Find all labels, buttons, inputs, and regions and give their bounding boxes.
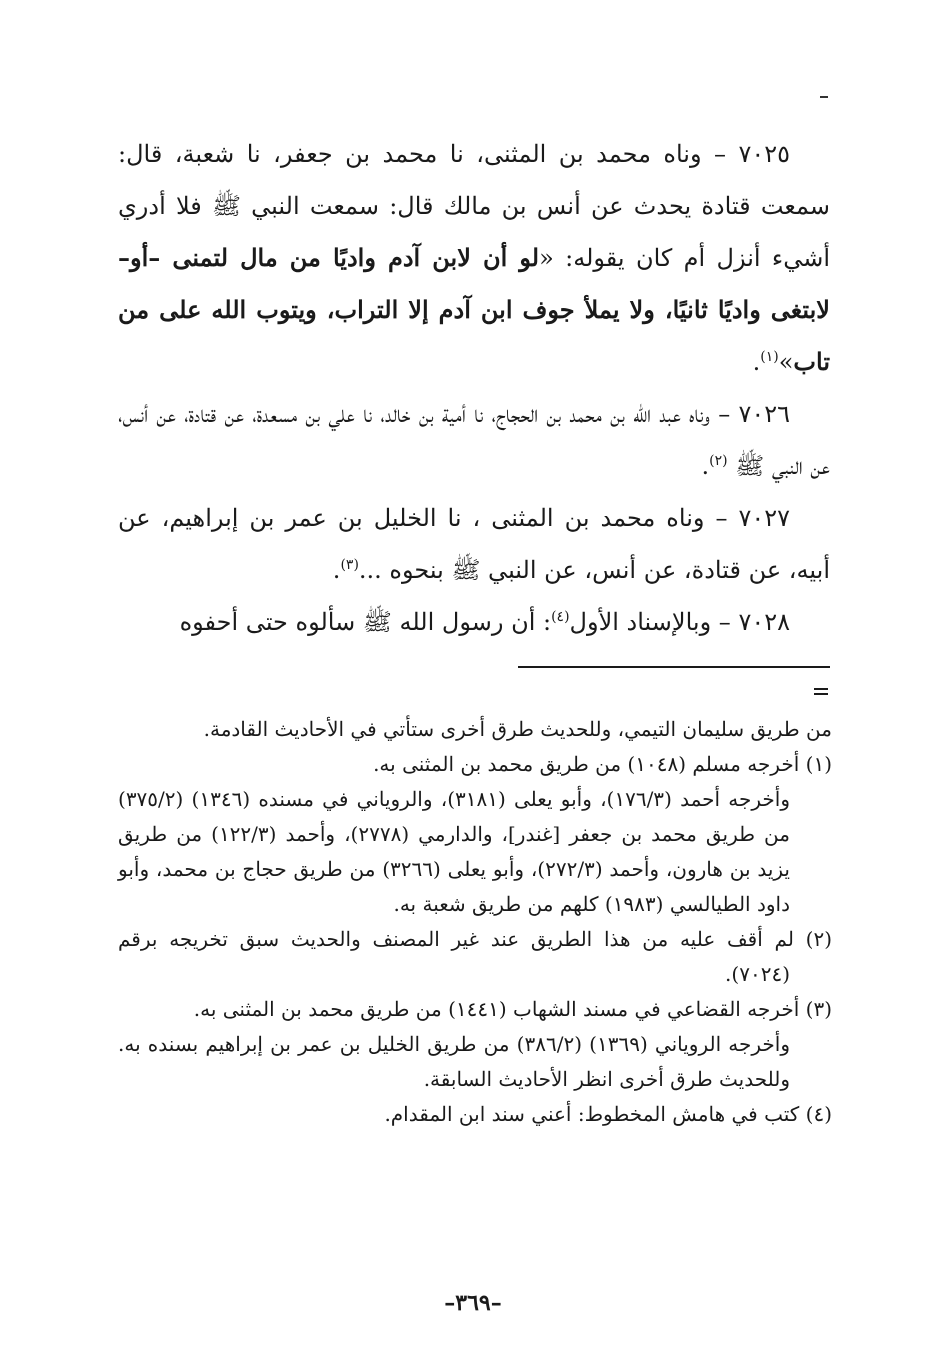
hadith-7026: [118, 388, 830, 492]
footnote-4: (٤) كتب في هامش المخطوط: أعني سند ابن المقدام.: [384, 1102, 832, 1126]
footnote-ref[interactable]: (٤): [551, 609, 570, 625]
footnote-1: (١) أخرجه مسلم (١٠٤٨) من طريق محمد بن المثنى به.: [373, 752, 832, 776]
quote-close: »: [778, 348, 794, 376]
main-text: [118, 128, 830, 648]
hadith-tail: .: [332, 556, 341, 584]
scan-mark: [820, 96, 828, 98]
footnote-3-continuation: وأخرجه الروياني (١٣٦٩) (٣٨٦/٢) من طريق الخليل بن عمر بن إبراهيم بسنده به. وللحديث طرق أخرى انظر الأحاديث السابقة.: [118, 1032, 790, 1091]
footnote-3: (٣) أخرجه القضاعي في مسند الشهاب (١٤٤١) من طريق محمد بن المثنى به.: [193, 997, 832, 1021]
hadith-7028: [118, 596, 830, 648]
footnote-carryover: من طريق سليمان التيمي، وللحديث طرق أخرى ستأتي في الأحاديث القادمة.: [203, 717, 832, 741]
footnote-ref[interactable]: (٢): [709, 453, 728, 469]
footnote-2: (٢) لم أقف عليه من هذا الطريق عند غير المصنف والحديث سبق تخريجه برقم (٧٠٢٤).: [118, 927, 832, 986]
hadith-text: ٧٠٢٦ – وناه عبد الله بن محمد بن الحجاج، نا أمية بن خالد، نا علي بن مسعدة، عن قتادة، عن أنس، عن النبي ﷺ: [118, 400, 830, 480]
hadith-matn: لو أن لابن آدم واديًا من مال لتمنى –أو– لابتغى واديًا ثانيًا، ولا يملأ جوف ابن آدم إلا التراب، ويتوب الله على من تاب: [118, 243, 830, 376]
hadith-text: ٧٠٢٨ – وبالإسناد الأول: [569, 608, 790, 636]
footnote-ref[interactable]: (٣): [340, 557, 359, 573]
footnotes: [118, 712, 832, 1132]
hadith-7025: [118, 128, 830, 388]
hadith-tail: : أن رسول الله ﷺ سألوه حتى أحفوه: [179, 608, 552, 636]
footnote-1-continuation: وأخرجه أحمد (١٧٦/٣)، وأبو يعلى (٣١٨١)، والروياني في مسنده (١٣٤٦) (٣٧٥/٢) من طريق محمد بن جعفر [غندر]، والدارمي (٢٧٧٨)، وأحمد (١٢٢/٣) من طريق يزيد بن هارون، وأحمد (٢٧٢/٣)، وأبو يعلى (٣٢٦٦) من طريق حجاج بن محمد، وأبو داود الطيالسي (١٩٨٣) كلهم من طريق شعبة به.: [118, 787, 790, 916]
hadith-intro: ٧٠٢٥ – وناه محمد بن المثنى، نا محمد بن جعفر، نا شعبة، قال: سمعت قتادة يحدث عن أنس بن مالك قال: سمعت النبي ﷺ فلا أدري أشيء أنزل أم كان يقوله: «: [118, 140, 831, 272]
hadith-tail: .: [752, 348, 761, 376]
hadith-7027: [118, 492, 830, 596]
footnote-ref[interactable]: (١): [760, 349, 779, 365]
hadith-tail: .: [701, 452, 710, 480]
page-number: –٣٦٩–: [444, 1290, 502, 1316]
continuation-mark: [814, 688, 828, 695]
hadith-text: ٧٠٢٧ – وناه محمد بن المثنى ، نا الخليل بن عمر بن إبراهيم، عن أبيه، عن قتادة، عن أنس، عن النبي ﷺ بنحوه ...: [118, 504, 830, 584]
footnote-separator: [518, 666, 830, 668]
